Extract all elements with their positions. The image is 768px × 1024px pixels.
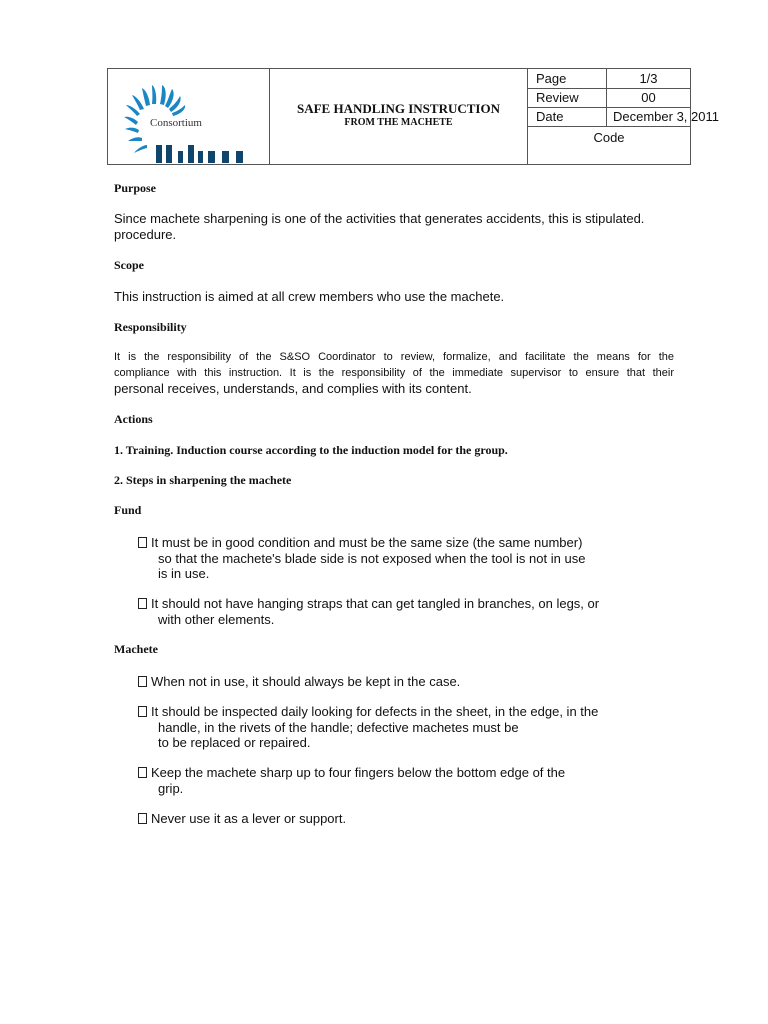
purpose-line: procedure. — [114, 227, 177, 242]
scope-heading: Scope — [114, 258, 144, 272]
page-row — [528, 69, 690, 89]
machete-bullet — [138, 765, 669, 796]
purpose-heading: Purpose — [114, 181, 156, 195]
scope-paragraph: This instruction is aimed at all crew members who use the machete. — [114, 289, 505, 304]
fund-bullet — [138, 535, 669, 582]
logo-cell — [108, 69, 270, 164]
document-title: SAFE HANDLING INSTRUCTION — [297, 101, 500, 116]
document-subtitle: FROM THE MACHETE — [344, 117, 453, 128]
document-header — [107, 68, 719, 165]
checkbox-bullet-icon — [138, 676, 147, 687]
review-value: 00 — [641, 90, 656, 105]
responsibility-line: personal receives, understands, and complies with its content. — [114, 381, 472, 396]
date-value: December 3, 2011 — [613, 109, 719, 124]
page-label: Page — [536, 71, 567, 86]
bullet-line: so that the machete's blade side is not exposed when the tool is not in use — [158, 550, 586, 566]
logo-text: Consortium — [150, 117, 202, 129]
bullet-line: with other elements. — [158, 611, 275, 627]
responsibility-heading: Responsibility — [114, 320, 187, 334]
metadata-cell — [528, 69, 719, 164]
date-row — [528, 107, 719, 127]
page-value: 1/3 — [639, 71, 658, 86]
fund-heading: Fund — [114, 503, 142, 517]
bullet-line: Never use it as a lever or support. — [138, 811, 669, 827]
training-heading: 1. Training. Induction course according to the induction model for the group. — [114, 443, 508, 457]
bullet-line: It should be inspected daily looking for defects in the sheet, in the edge, in the — [138, 704, 669, 720]
title-cell — [270, 69, 528, 164]
checkbox-bullet-icon — [138, 767, 147, 778]
actions-heading: Actions — [114, 412, 153, 426]
date-label: Date — [536, 109, 564, 124]
review-row — [528, 88, 690, 108]
code-label: Code — [593, 130, 625, 145]
bullet-line: to be replaced or repaired. — [158, 735, 311, 750]
checkbox-bullet-icon — [138, 813, 147, 824]
responsibility-line: It is the responsibility of the S&SO Coordinator to review, formalize, and facilitate the means for the — [114, 351, 674, 363]
bullet-line: is in use. — [158, 566, 210, 581]
responsibility-paragraph — [114, 349, 674, 397]
purpose-paragraph — [114, 211, 674, 243]
bullet-line: When not in use, it should always be kept in the case. — [138, 674, 669, 690]
bullet-line: It must be in good condition and must be the same size (the same number) — [138, 535, 669, 551]
steps-heading: 2. Steps in sharpening the machete — [114, 473, 292, 487]
bullet-line: It should not have hanging straps that can get tangled in branches, on legs, or — [138, 596, 669, 612]
checkbox-bullet-icon — [138, 598, 147, 609]
purpose-line: Since machete sharpening is one of the activities that generates accidents, this is stipulated. — [114, 211, 645, 226]
bullet-line: Keep the machete sharp up to four fingers below the bottom edge of the — [138, 765, 669, 781]
responsibility-line: compliance with this instruction. It is the responsibility of the immediate supervisor to ensure that their — [114, 367, 674, 379]
machete-bullet — [138, 811, 669, 827]
machete-bullet — [138, 674, 669, 690]
machete-heading: Machete — [114, 642, 158, 656]
fund-bullet — [138, 596, 669, 627]
checkbox-bullet-icon — [138, 537, 147, 548]
bullet-line: handle, in the rivets of the handle; defective machetes must be — [158, 719, 519, 735]
checkbox-bullet-icon — [138, 706, 147, 717]
bullet-line: grip. — [158, 780, 184, 796]
machete-bullet — [138, 704, 669, 751]
review-label: Review — [536, 90, 579, 105]
